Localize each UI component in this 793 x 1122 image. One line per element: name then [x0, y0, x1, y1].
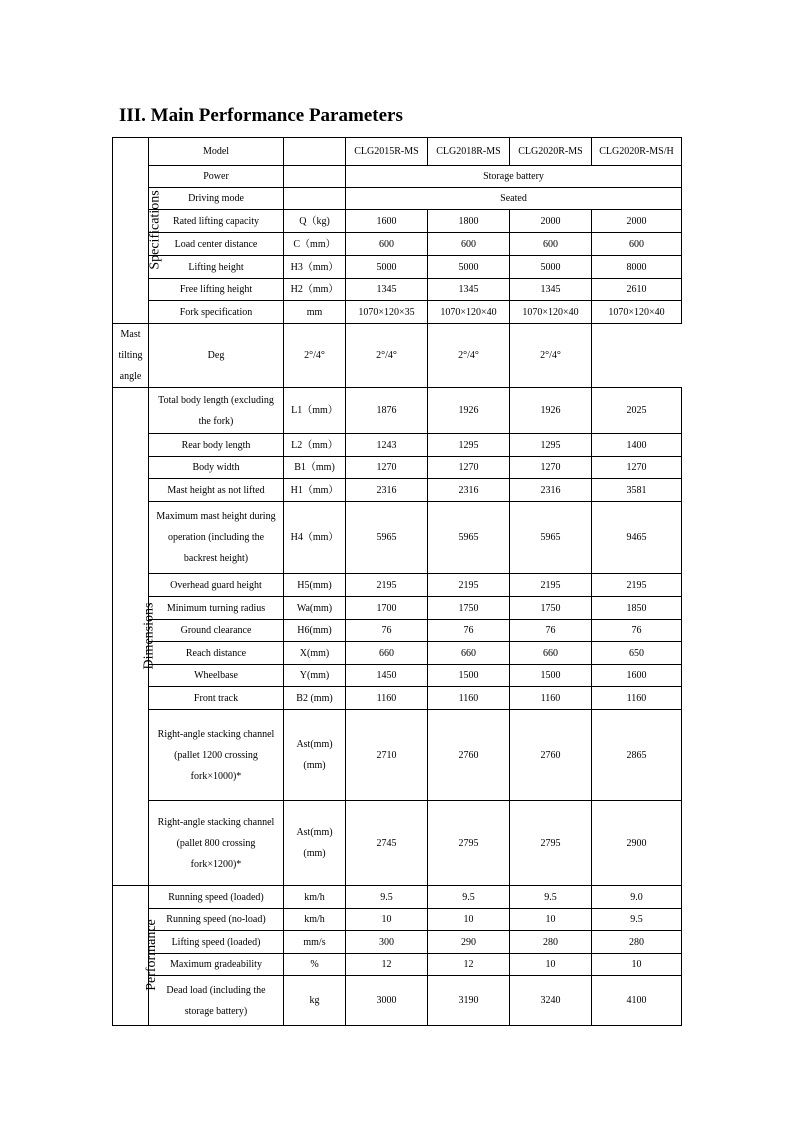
row-value: 2710: [346, 710, 428, 801]
table-row: [113, 886, 682, 909]
row-value: 2316: [510, 479, 592, 502]
row-value: 1345: [428, 279, 510, 301]
row-value: 1295: [428, 434, 510, 457]
row-value: 1160: [510, 687, 592, 710]
row-value: 2°/4°: [428, 324, 510, 388]
row-unit: Y(mm): [284, 665, 346, 687]
row-value: 2745: [346, 801, 428, 886]
table-row: [113, 574, 682, 597]
row-value: 1070×120×40: [428, 301, 510, 324]
row-label: Rated lifting capacity: [149, 210, 284, 233]
table-row: [113, 233, 682, 256]
table-row: [113, 597, 682, 620]
row-label: Fork specification: [149, 301, 284, 324]
table-row: [113, 687, 682, 710]
row-value: 1700: [346, 597, 428, 620]
table-row: [113, 256, 682, 279]
row-value: 2195: [592, 574, 682, 597]
row-value: 600: [592, 233, 682, 256]
row-unit: Wa(mm): [284, 597, 346, 620]
row-value: 2195: [510, 574, 592, 597]
row-value: 10: [510, 909, 592, 931]
row-value: 3190: [428, 976, 510, 1026]
row-value: 1160: [428, 687, 510, 710]
table-row: [113, 479, 682, 502]
row-value: 9.5: [592, 909, 682, 931]
row-unit: Q（kg): [284, 210, 346, 233]
model-name: CLG2020R-MS/H: [592, 138, 682, 166]
row-value: 2195: [428, 574, 510, 597]
row-value: 1500: [428, 665, 510, 687]
row-value: 9.5: [346, 886, 428, 909]
row-label: Body width: [149, 457, 284, 479]
row-unit: H3（mm）: [284, 256, 346, 279]
row-label: Total body length (excluding the fork): [149, 388, 284, 434]
row-value: 290: [428, 931, 510, 954]
row-value: 1500: [510, 665, 592, 687]
model-name: CLG2018R-MS: [428, 138, 510, 166]
table-row: [113, 502, 682, 574]
row-unit: B1（mm): [284, 457, 346, 479]
row-unit: mm: [284, 301, 346, 324]
row-value: 1070×120×35: [346, 301, 428, 324]
row-value: 1600: [592, 665, 682, 687]
table-row: [113, 954, 682, 976]
row-value: 1270: [510, 457, 592, 479]
row-value: 2000: [510, 210, 592, 233]
row-unit: Ast(mm) (mm): [284, 710, 346, 801]
row-value: 1400: [592, 434, 682, 457]
row-unit: Ast(mm) (mm): [284, 801, 346, 886]
row-value: 2316: [346, 479, 428, 502]
row-value: 5000: [428, 256, 510, 279]
row-unit: H4（mm）: [284, 502, 346, 574]
row-unit: Deg: [149, 324, 284, 388]
row-value: 2°/4°: [510, 324, 592, 388]
row-value: 3240: [510, 976, 592, 1026]
row-value: 9.5: [428, 886, 510, 909]
row-value: 8000: [592, 256, 682, 279]
power-value: Storage battery: [346, 166, 682, 188]
row-value: 12: [346, 954, 428, 976]
table-row: [113, 976, 682, 1026]
row-value: 5965: [428, 502, 510, 574]
row-value: 2900: [592, 801, 682, 886]
row-value: 2025: [592, 388, 682, 434]
model-name: CLG2020R-MS: [510, 138, 592, 166]
row-value: 600: [428, 233, 510, 256]
row-label: Lifting height: [149, 256, 284, 279]
row-label: Right-angle stacking channel (pallet 800 crossing fork×1200)*: [149, 801, 284, 886]
driving-row: [113, 188, 682, 210]
row-label: Power: [149, 166, 284, 188]
model-name: CLG2015R-MS: [346, 138, 428, 166]
row-value: 1876: [346, 388, 428, 434]
row-value: 1850: [592, 597, 682, 620]
row-unit: mm/s: [284, 931, 346, 954]
row-label: Running speed (loaded): [149, 886, 284, 909]
performance-parameters-table: [112, 137, 682, 1026]
row-label: Ground clearance: [149, 620, 284, 642]
row-value: 1450: [346, 665, 428, 687]
row-unit: [284, 188, 346, 210]
row-label: Mast tilting angle: [113, 324, 149, 388]
table-row: [113, 710, 682, 801]
row-unit: km/h: [284, 909, 346, 931]
row-value: 650: [592, 642, 682, 665]
row-value: 5000: [346, 256, 428, 279]
row-unit: C（mm）: [284, 233, 346, 256]
row-value: 1270: [346, 457, 428, 479]
row-value: 1160: [346, 687, 428, 710]
row-value: 600: [510, 233, 592, 256]
row-label: Driving mode: [149, 188, 284, 210]
row-value: 2316: [428, 479, 510, 502]
row-value: 1070×120×40: [592, 301, 682, 324]
row-value: 5965: [346, 502, 428, 574]
row-value: 2610: [592, 279, 682, 301]
row-value: 3000: [346, 976, 428, 1026]
row-value: 1750: [428, 597, 510, 620]
table-row: [113, 620, 682, 642]
row-label: Free lifting height: [149, 279, 284, 301]
row-value: 1800: [428, 210, 510, 233]
section-label-performance: [113, 886, 159, 1026]
table-row: [113, 210, 682, 233]
row-label: Mast height as not lifted: [149, 479, 284, 502]
section-name: Specifications: [147, 190, 163, 270]
row-value: 1160: [592, 687, 682, 710]
row-unit: L1（mm）: [284, 388, 346, 434]
row-value: 2865: [592, 710, 682, 801]
power-row: [113, 166, 682, 188]
row-label: Right-angle stacking channel (pallet 1200 crossing fork×1000)*: [149, 710, 284, 801]
row-value: 2760: [428, 710, 510, 801]
table-row: [113, 301, 682, 324]
row-value: 76: [428, 620, 510, 642]
row-unit: kg: [284, 976, 346, 1026]
row-value: 10: [510, 954, 592, 976]
row-label: Model: [149, 138, 284, 166]
row-value: 2°/4°: [284, 324, 346, 388]
row-value: 10: [428, 909, 510, 931]
row-value: 4100: [592, 976, 682, 1026]
row-value: 5965: [510, 502, 592, 574]
table-row: [113, 801, 682, 886]
row-value: 10: [346, 909, 428, 931]
row-value: 9.0: [592, 886, 682, 909]
row-value: 10: [592, 954, 682, 976]
row-value: 1243: [346, 434, 428, 457]
row-unit: H1（mm）: [284, 479, 346, 502]
section-name: Performance: [143, 919, 159, 991]
table-row: [113, 388, 682, 434]
row-value: 9465: [592, 502, 682, 574]
row-value: 1926: [510, 388, 592, 434]
row-label: Lifting speed (loaded): [149, 931, 284, 954]
row-value: 76: [592, 620, 682, 642]
row-value: 660: [346, 642, 428, 665]
row-unit: [284, 166, 346, 188]
row-value: 1750: [510, 597, 592, 620]
row-value: 5000: [510, 256, 592, 279]
section-name: Dimensions: [141, 602, 157, 670]
row-value: 12: [428, 954, 510, 976]
row-value: 1345: [346, 279, 428, 301]
row-value: 9.5: [510, 886, 592, 909]
row-value: 2760: [510, 710, 592, 801]
row-value: 300: [346, 931, 428, 954]
section-label-specifications: [113, 138, 163, 324]
row-value: 2795: [428, 801, 510, 886]
row-value: 76: [510, 620, 592, 642]
row-value: 1600: [346, 210, 428, 233]
row-value: 2000: [592, 210, 682, 233]
row-value: 600: [346, 233, 428, 256]
driving-value: Seated: [346, 188, 682, 210]
row-unit: [284, 138, 346, 166]
row-unit: L2（mm）: [284, 434, 346, 457]
row-value: 1070×120×40: [510, 301, 592, 324]
row-label: Load center distance: [149, 233, 284, 256]
row-value: 1345: [510, 279, 592, 301]
row-label: Maximum mast height during operation (including the backrest height): [149, 502, 284, 574]
row-unit: %: [284, 954, 346, 976]
table-row: [113, 931, 682, 954]
table-row: [113, 324, 682, 388]
row-unit: X(mm): [284, 642, 346, 665]
row-value: 280: [592, 931, 682, 954]
table-row: [113, 434, 682, 457]
row-unit: B2 (mm): [284, 687, 346, 710]
page-title: III. Main Performance Parameters: [119, 105, 403, 126]
row-value: 1270: [592, 457, 682, 479]
row-value: 3581: [592, 479, 682, 502]
row-value: 1295: [510, 434, 592, 457]
row-label: Front track: [149, 687, 284, 710]
section-label-dimensions: [113, 388, 157, 886]
row-label: Wheelbase: [149, 665, 284, 687]
row-value: 1270: [428, 457, 510, 479]
row-unit: H2（mm）: [284, 279, 346, 301]
row-label: Rear body length: [149, 434, 284, 457]
table-row: [113, 279, 682, 301]
row-value: 2°/4°: [346, 324, 428, 388]
table-row: [113, 909, 682, 931]
row-unit: H5(mm): [284, 574, 346, 597]
row-unit: km/h: [284, 886, 346, 909]
row-label: Maximum gradeability: [149, 954, 284, 976]
table-row: [113, 642, 682, 665]
row-unit: H6(mm): [284, 620, 346, 642]
row-value: 1926: [428, 388, 510, 434]
row-value: 280: [510, 931, 592, 954]
table-row: [113, 457, 682, 479]
row-label: Reach distance: [149, 642, 284, 665]
row-label: Minimum turning radius: [149, 597, 284, 620]
row-value: 2795: [510, 801, 592, 886]
row-value: 2195: [346, 574, 428, 597]
row-value: 76: [346, 620, 428, 642]
row-label: Dead load (including the storage battery): [149, 976, 284, 1026]
model-row: [113, 138, 682, 166]
row-label: Overhead guard height: [149, 574, 284, 597]
row-value: 660: [428, 642, 510, 665]
table-row: [113, 665, 682, 687]
row-value: 660: [510, 642, 592, 665]
row-label: Running speed (no-load): [149, 909, 284, 931]
